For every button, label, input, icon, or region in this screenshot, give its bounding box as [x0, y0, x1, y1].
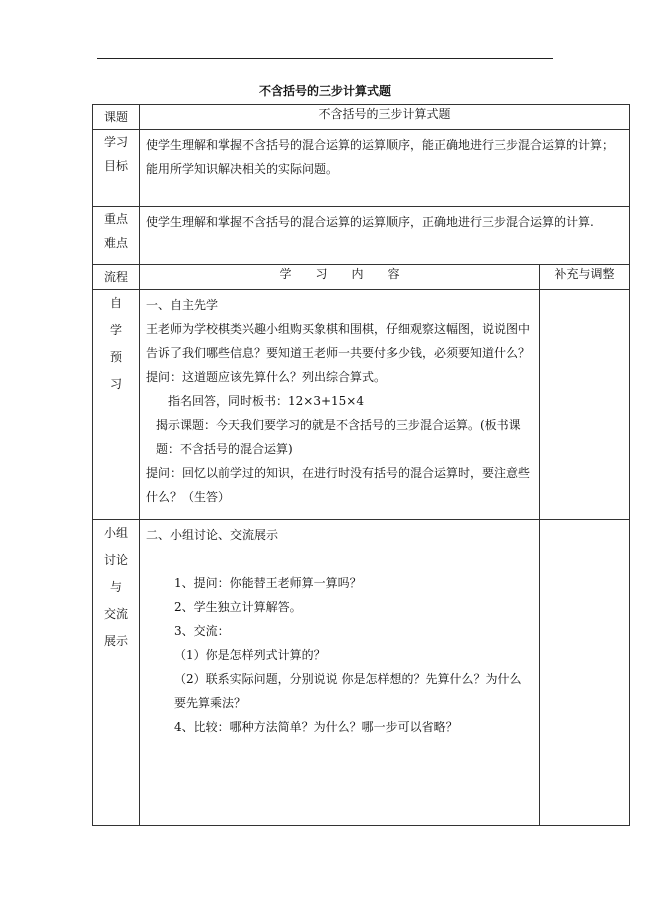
objectives-label-2: 目标: [103, 159, 128, 173]
self-study-content: [140, 290, 540, 520]
key-points-label-2: 难点: [103, 236, 128, 250]
group-item: 1、提问：你能替王老师算一算吗？: [174, 576, 362, 590]
group-label-part: 展示: [103, 634, 128, 648]
self-study-char: 习: [109, 377, 122, 391]
group-item: 3、交流：: [174, 624, 230, 638]
lesson-plan-table: [92, 104, 630, 826]
group-heading: 二、小组讨论、交流展示: [146, 528, 279, 542]
group-item: （1）你是怎样列式计算的？: [174, 648, 326, 662]
header-rule: [97, 58, 553, 59]
self-study-line: 提问：这道题应该先算什么？列出综合算式。: [146, 370, 387, 384]
content-header: 学 习 内 容: [140, 265, 540, 290]
self-study-char: 自: [109, 296, 122, 310]
self-study-line: 揭示课题：今天我们要学习的就是不含括号的三步混合运算。(板书课题：不含括号的混合运算): [156, 418, 521, 456]
group-content: [140, 520, 540, 826]
row-header: [93, 265, 630, 290]
group-label-part: 小组: [103, 526, 128, 540]
key-points-value: [140, 207, 630, 265]
self-study-line: 王老师为学校棋类兴趣小组购买象棋和围棋，仔细观察这幅图，说说图中告诉了我们哪些信息？要知道王老师一共要付多少钱，必须要知道什么？: [146, 322, 531, 360]
group-label-part: 与: [109, 580, 122, 594]
group-supplement: [540, 520, 630, 826]
key-points-label: [93, 207, 140, 265]
self-study-label: [93, 290, 140, 520]
group-item: （2）联系实际问题，分别说说 你是怎样想的？先算什么？为什么要先算乘法？: [174, 672, 522, 710]
row-objectives: [93, 130, 630, 207]
process-header: 流程: [93, 265, 140, 290]
self-study-supplement: [540, 290, 630, 520]
group-label-part: 交流: [103, 607, 128, 621]
group-item: 2、学生独立计算解答。: [174, 600, 302, 614]
self-study-line: 提问：回忆以前学过的知识，在进行时没有括号的混合运算时，要注意些什么？（生答）: [146, 466, 531, 504]
group-item: 4、比较：哪种方法简单？为什么？哪一步可以省略？: [174, 720, 458, 734]
key-points-label-1: 重点: [103, 212, 128, 226]
key-points-text: 使学生理解和掌握不含括号的混合运算的运算顺序，正确地进行三步混合运算的计算.: [146, 215, 594, 229]
blank-line: [146, 547, 533, 571]
objectives-label-1: 学习: [103, 135, 128, 149]
row-topic: [93, 105, 630, 130]
objectives-value: [140, 130, 630, 207]
document-title: 不含括号的三步计算式题: [258, 84, 391, 98]
objectives-text: 使学生理解和掌握不含括号的混合运算的运算顺序，能正确地进行三步混合运算的计算；能用所学知识解决相关的实际问题。: [146, 138, 615, 176]
row-self-study: [93, 290, 630, 520]
topic-value: 不含括号的三步计算式题: [140, 105, 630, 130]
self-study-char: 学: [109, 323, 122, 337]
row-group-discussion: [93, 520, 630, 826]
objectives-label: [93, 130, 140, 207]
row-key-points: [93, 207, 630, 265]
topic-label: 课题: [93, 105, 140, 130]
self-study-line: 指名回答，同时板书：12×3+15×4: [168, 394, 364, 408]
group-label-part: 讨论: [103, 553, 128, 567]
self-study-heading: 一、自主先学: [146, 298, 219, 312]
supplement-header: 补充与调整: [540, 265, 630, 290]
group-label: [93, 520, 140, 826]
self-study-char: 预: [109, 350, 122, 364]
